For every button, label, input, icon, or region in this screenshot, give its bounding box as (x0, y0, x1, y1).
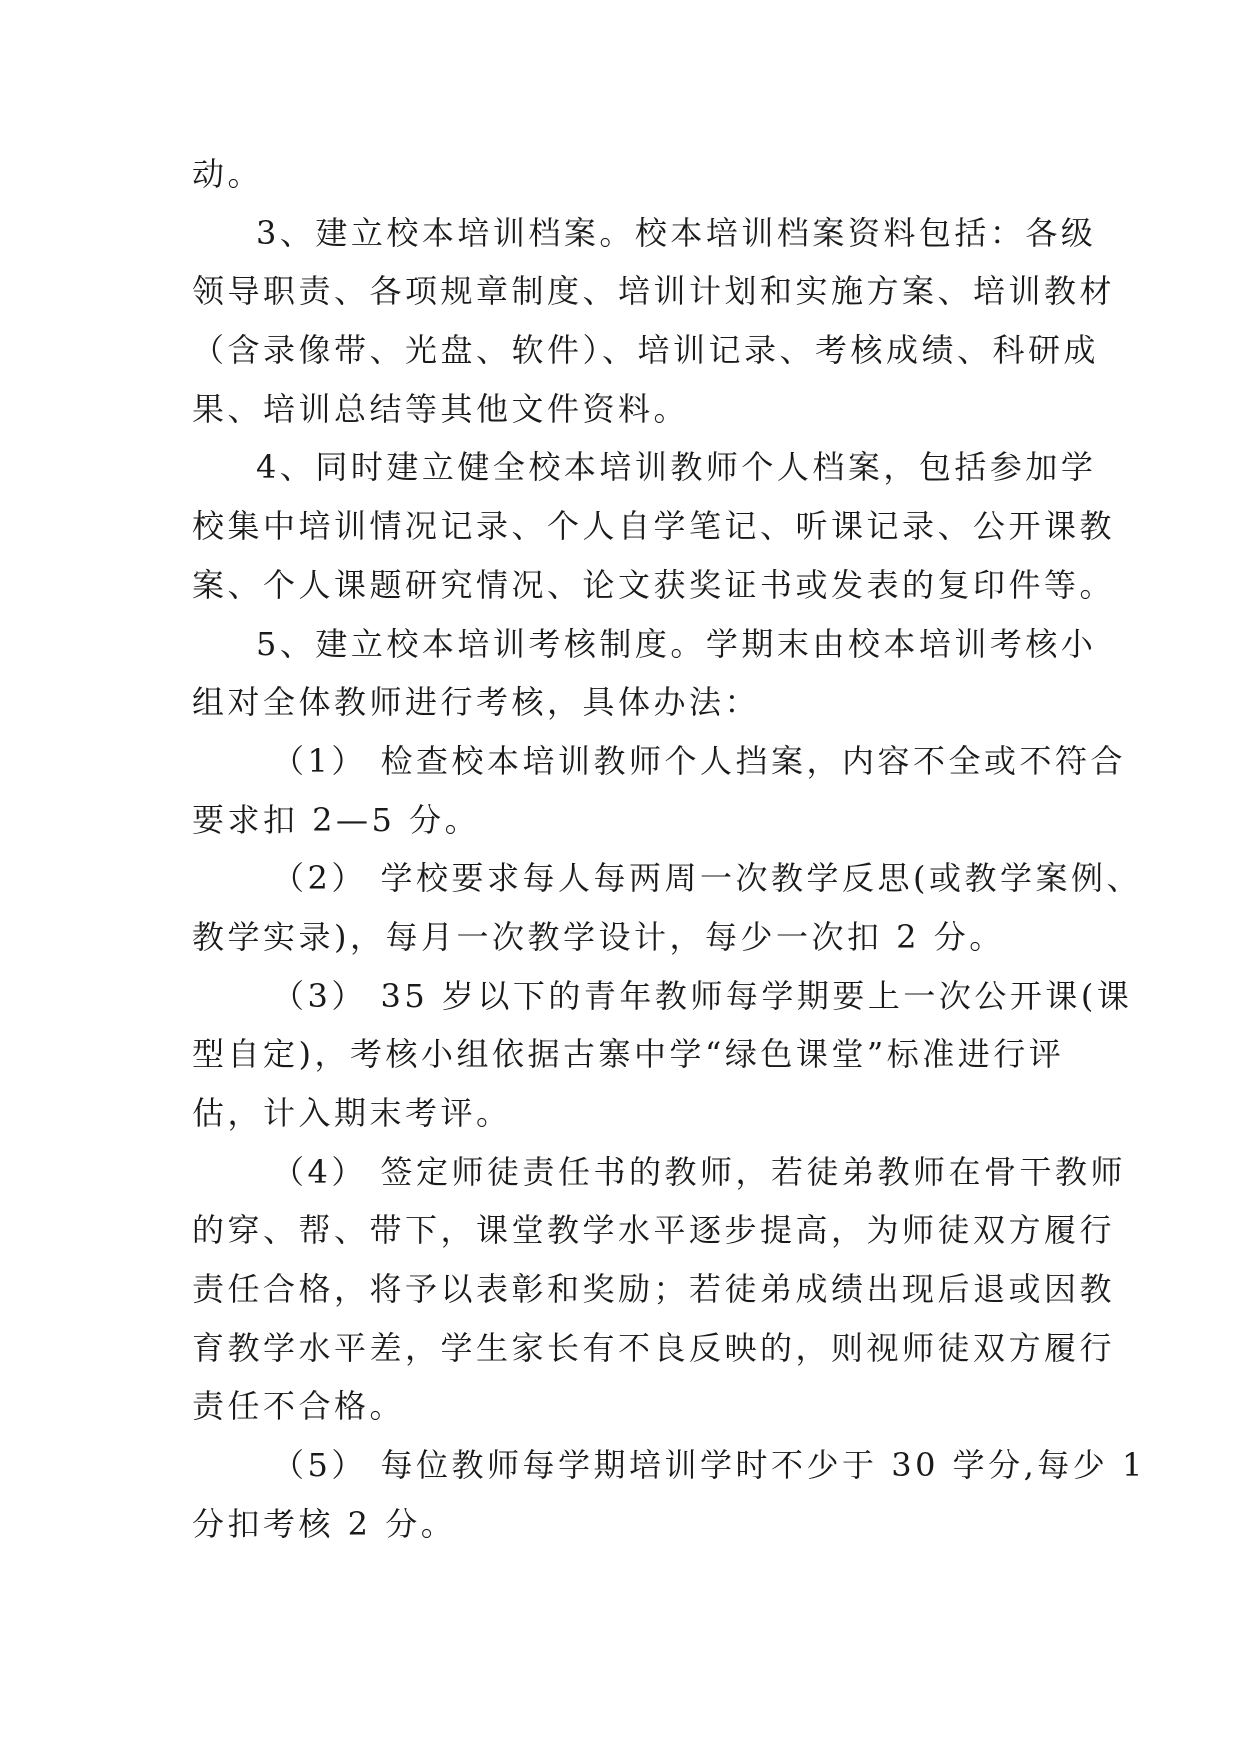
text-line: （5） 每位教师每学期培训学时不少于 30 学分,每少 1 (272, 1446, 1146, 1485)
text-line: 要求扣 2—5 分。 (192, 800, 481, 839)
text-line: 责任不合格。 (192, 1387, 406, 1426)
text-line: 责任合格，将予以表彰和奖励；若徒弟成绩出现后退或因教 (192, 1270, 1116, 1309)
text-line: 教学实录)，每月一次教学设计，每少一次扣 2 分。 (192, 917, 1005, 956)
text-line: 领导职责、各项规章制度、培训计划和实施方案、培训教材 (192, 272, 1116, 311)
text-line: 组对全体教师进行考核，具体办法： (192, 683, 761, 722)
text-line: 5、建立校本培训考核制度。学期末由校本培训考核小 (256, 624, 1097, 663)
text-line: 型自定)，考核小组依据古寨中学“绿色课堂”标准进行评 (192, 1035, 1065, 1074)
text-line: （1） 检查校本培训教师个人挡案，内容不全或不符合 (272, 741, 1127, 780)
text-line: 案、个人课题研究情况、论文获奖证书或发表的复印件等。 (192, 565, 1116, 604)
text-line: 3、建立校本培训档案。校本培训档案资料包括：各级 (256, 213, 1097, 252)
text-line: 果、培训总结等其他文件资料。 (192, 389, 690, 428)
text-line: 动。 (192, 155, 264, 193)
text-line: 校集中培训情况记录、个人自学笔记、听课记录、公开课教 (192, 507, 1116, 546)
text-line: 育教学水平差，学生家长有不良反映的，则视师徒双方履行 (192, 1328, 1116, 1367)
text-line: 的穿、帮、带下，课堂教学水平逐步提高，为师徒双方履行 (192, 1211, 1116, 1250)
text-line: 分扣考核 2 分。 (192, 1504, 457, 1543)
text-line: 4、同时建立健全校本培训教师个人档案，包括参加学 (256, 448, 1097, 487)
text-line: （3） 35 岁以下的青年教师每学期要上一次公开课(课 (272, 976, 1133, 1015)
text-line: 估，计入期末考评。 (192, 1094, 512, 1132)
text-line: （4） 签定师徒责任书的教师，若徒弟教师在骨干教师 (272, 1152, 1127, 1191)
text-line: （含录像带、光盘、软件）、培训记录、考核成绩、科研成 (192, 331, 1100, 370)
text-line: （2） 学校要求每人每两周一次教学反思(或教学案例、 (272, 859, 1143, 898)
document-body (192, 145, 1146, 1554)
